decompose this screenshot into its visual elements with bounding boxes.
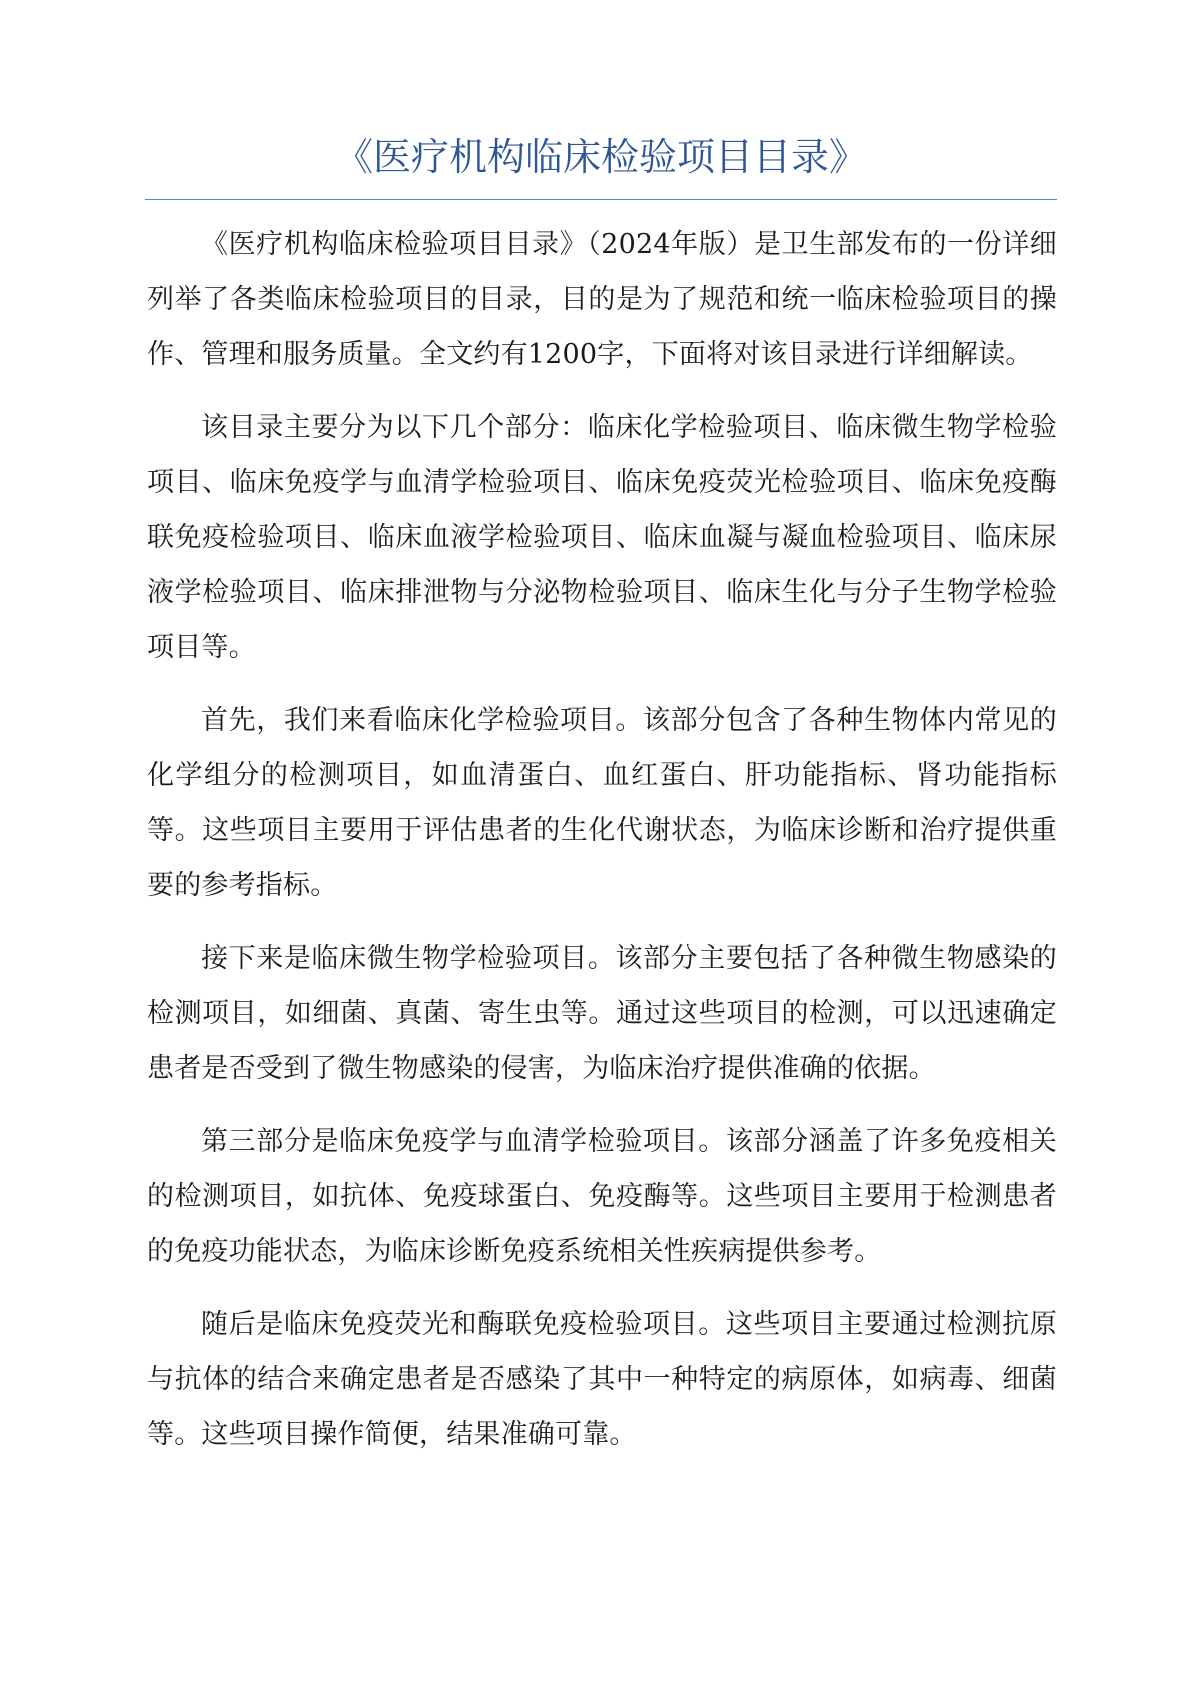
paragraph-sections: 该目录主要分为以下几个部分：临床化学检验项目、临床微生物学检验项目、临床免疫学与血清学检验项目、临床免疫荧光检验项目、临床免疫酶联免疫检验项目、临床血液学检验项目、临床血凝与凝血检验项目、临床尿液学检验项目、临床排泄物与分泌物检验项目、临床生化与分子生物学检验项目等。 — [147, 412, 1057, 663]
paragraph-intro: 《医疗机构临床检验项目目录》（2024年版）是卫生部发布的一份详细列举了各类临床检验项目的目录，目的是为了规范和统一临床检验项目的操作、管理和服务质量。全文约有1200字，下面将对该目录进行详细解读。 — [147, 229, 1057, 370]
paragraph-microbiology: 接下来是临床微生物学检验项目。该部分主要包括了各种微生物感染的检测项目，如细菌、真菌、寄生虫等。通过这些项目的检测，可以迅速确定患者是否受到了微生物感染的侵害，为临床治疗提供准确的依据。 — [147, 943, 1057, 1084]
paragraph-clinical-chemistry: 首先，我们来看临床化学检验项目。该部分包含了各种生物体内常见的化学组分的检测项目，如血清蛋白、血红蛋白、肝功能指标、肾功能指标等。这些项目主要用于评估患者的生化代谢状态，为临床诊断和治疗提供重要的参考指标。 — [147, 705, 1057, 901]
paragraph-immunofluorescence: 随后是临床免疫荧光和酶联免疫检验项目。这些项目主要通过检测抗原与抗体的结合来确定患者是否感染了其中一种特定的病原体，如病毒、细菌等。这些项目操作简便，结果准确可靠。 — [147, 1309, 1057, 1450]
title-divider — [145, 199, 1057, 200]
document-body — [147, 217, 1057, 1480]
document-title: 《医疗机构临床检验项目目录》 — [334, 135, 867, 179]
paragraph-immunology: 第三部分是临床免疫学与血清学检验项目。该部分涵盖了许多免疫相关的检测项目，如抗体、免疫球蛋白、免疫酶等。这些项目主要用于检测患者的免疫功能状态，为临床诊断免疫系统相关性疾病提供参考。 — [147, 1126, 1057, 1267]
